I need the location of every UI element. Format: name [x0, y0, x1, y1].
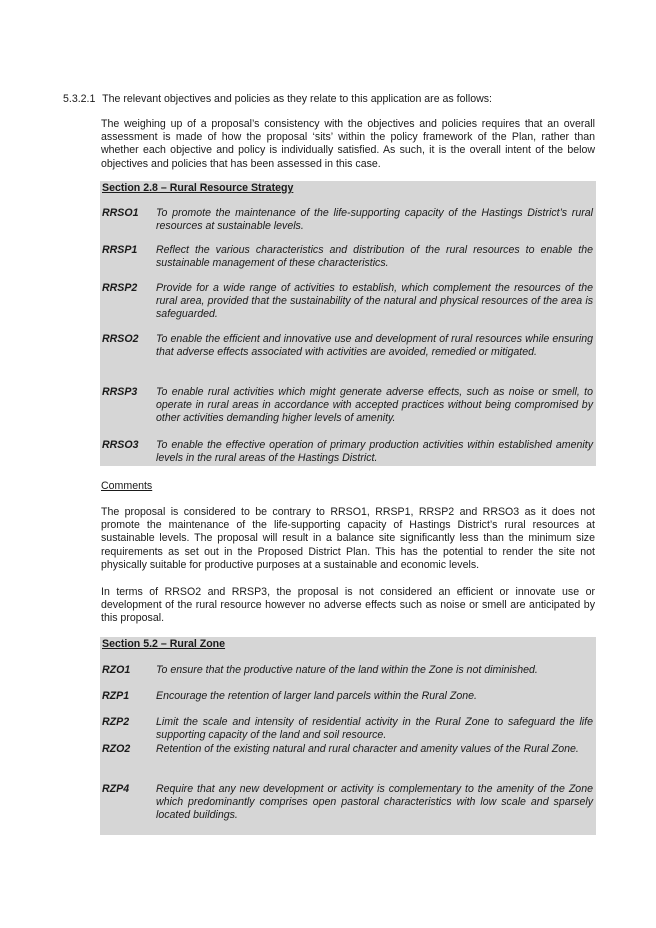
policy-code: RRSO1: [102, 207, 139, 219]
section-box-rural-resource: [100, 181, 596, 466]
policy-text: To promote the maintenance of the life-supporting capacity of the Hastings District’s rural resources at sustainable levels.: [156, 207, 593, 232]
assessment-paragraph: The weighing up of a proposal’s consistency with the objectives and policies requires that an overall assessment is made of how the proposal ‘sits’ within the policy framework of the Plan, rather than whether each objective and policy is individually satisfied. As such, it is the overall intent of the below objectives and policies that has been assessed in this case.: [101, 118, 595, 170]
policy-code: RZO2: [102, 743, 131, 755]
policy-code: RRSP3: [102, 386, 138, 398]
comments-paragraph-2: In terms of RRSO2 and RRSP3, the proposal is not considered an efficient or innovate use or development of the rural resource however no adverse effects such as noise or smell are anticipated by this proposal.: [101, 586, 595, 625]
section-box-rural-zone: [100, 637, 596, 835]
policy-code: RZP2: [102, 716, 130, 728]
section-heading: Section 5.2 – Rural Zone: [102, 638, 226, 650]
policy-text: Retention of the existing natural and rural character and amenity values of the Rural Zone.: [156, 743, 579, 755]
policy-text: Reflect the various characteristics and distribution of the rural resources to enable the sustainable management of these characteristics.: [156, 244, 593, 269]
section-number: 5.3.2.1: [63, 93, 96, 105]
policy-code: RRSP2: [102, 282, 138, 294]
policy-text: To ensure that the productive nature of the land within the Zone is not diminished.: [156, 664, 538, 676]
policy-text: To enable the effective operation of primary production activities within established amenity levels in the rural areas of the Hastings District.: [156, 439, 593, 464]
policy-text: Require that any new development or activity is complementary to the amenity of the Zone which predominantly comprises open pastoral characteristics with low scale and sparsely located buildings.: [156, 783, 593, 821]
section-heading: Section 2.8 – Rural Resource Strategy: [102, 182, 294, 194]
policy-code: RRSO3: [102, 439, 139, 451]
policy-text: To enable the efficient and innovative use and development of rural resources while ensuring that adverse effects associated with activities are avoided, remedied or mitigated.: [156, 333, 593, 358]
policy-text: To enable rural activities which might generate adverse effects, such as noise or smell, to operate in rural areas in accordance with accepted practices without being compromised by other activities demanding higher levels of amenity.: [156, 386, 593, 424]
policy-text: Provide for a wide range of activities to establish, which complement the resources of the rural area, provided that the sustainability of the natural and physical resources of the area is safeguarded.: [156, 282, 593, 320]
policy-code: RRSO2: [102, 333, 139, 345]
policy-code: RZO1: [102, 664, 131, 676]
comments-heading: Comments: [101, 480, 153, 492]
policy-code: RZP4: [102, 783, 130, 795]
intro-text: The relevant objectives and policies as they relate to this application are as follows:: [102, 93, 492, 105]
comments-paragraph-1: The proposal is considered to be contrary to RRSO1, RRSP1, RRSP2 and RRSO3 as it does not promote the maintenance of the life-supporting capacity of Hastings District’s rural resources at sustainable levels. The proposal will result in a balance site significantly less than the minimum size requirements as set out in the Proposed District Plan. This has the potential to render the site not physically suitable for productive purposes at a sustainable and economic levels.: [101, 506, 595, 571]
policy-text: Limit the scale and intensity of residential activity in the Rural Zone to safeguard the life supporting capacity of the land and soil resource.: [156, 716, 593, 741]
policy-text: Encourage the retention of larger land parcels within the Rural Zone.: [156, 690, 477, 702]
policy-code: RRSP1: [102, 244, 138, 256]
policy-code: RZP1: [102, 690, 130, 702]
intro-line: [63, 93, 603, 106]
